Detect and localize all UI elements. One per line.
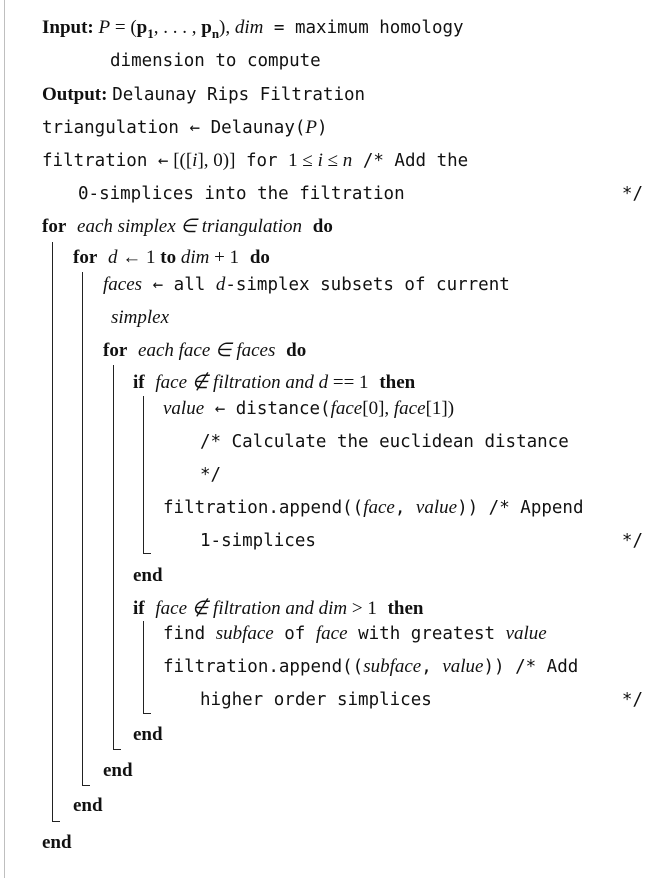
input-line: Input: $P = (p_1$, . . . , $p_n$), dim = maximum homology (42, 17, 464, 41)
find-subface-line: find subface of face with greatest value (163, 623, 547, 644)
input-continuation: dimension to compute (110, 51, 321, 71)
end-for-simplex: end (42, 832, 72, 853)
value-line: value ← distance(face[0], face[1]) (163, 398, 455, 419)
comment-end: */ (200, 465, 222, 485)
append-edge-continuation: 1-simplices (200, 531, 316, 551)
if-higher-line: if face ∉ filtration and dim > 1 then (133, 598, 424, 619)
block-tick-if-higher (143, 713, 151, 714)
if-edge-line: if face ∉ filtration and d == 1 then (133, 372, 416, 393)
euclid-comment: /* Calculate the euclidean distance (200, 432, 569, 452)
block-bar-if-edge (143, 396, 144, 554)
end-if-edge: end (133, 565, 163, 586)
block-bar-for-simplex (52, 242, 53, 822)
for-dimension-line: for d ← 1 to dim + 1 do (73, 247, 270, 268)
block-tick-for-face (113, 749, 121, 750)
end-for-face: end (103, 760, 133, 781)
input-keyword: Input: (42, 17, 94, 38)
triangulation-line: triangulation ← Delaunay(P) (42, 117, 328, 138)
block-bar-for-dimension (82, 272, 83, 786)
block-tick-for-dimension (82, 785, 90, 786)
comment-end: */ (621, 690, 643, 710)
end-if-higher: end (133, 724, 163, 745)
comment-end: */ (621, 184, 643, 204)
comment-end: */ (621, 531, 643, 551)
algorithm-frame-border (4, 0, 5, 878)
filtration-line: filtration ← [([i], 0)] for 1 ≤ i ≤ n /* Add the (42, 150, 469, 171)
append-higher-line: filtration.append((subface, value)) /* Add (163, 656, 579, 677)
block-bar-if-higher (143, 621, 144, 714)
faces-line: faces ← all d-simplex subsets of current (103, 274, 510, 295)
filtration-comment-continuation: 0-simplices into the filtration (78, 184, 405, 204)
output-line: Output: Delaunay Rips Filtration (42, 84, 366, 105)
for-face-line: for each face ∈ faces do (103, 340, 307, 361)
append-higher-continuation: higher order simplices (200, 690, 432, 710)
block-tick-if-edge (143, 553, 151, 554)
end-for-dimension: end (73, 795, 103, 816)
append-edge-line: filtration.append((face, value)) /* Append (163, 497, 584, 518)
block-tick-for-simplex (52, 821, 60, 822)
output-keyword: Output: (42, 84, 108, 105)
for-simplex-line: for each simplex ∈ triangulation do (42, 216, 333, 237)
faces-continuation: simplex (111, 307, 170, 328)
block-bar-for-face (113, 365, 114, 750)
